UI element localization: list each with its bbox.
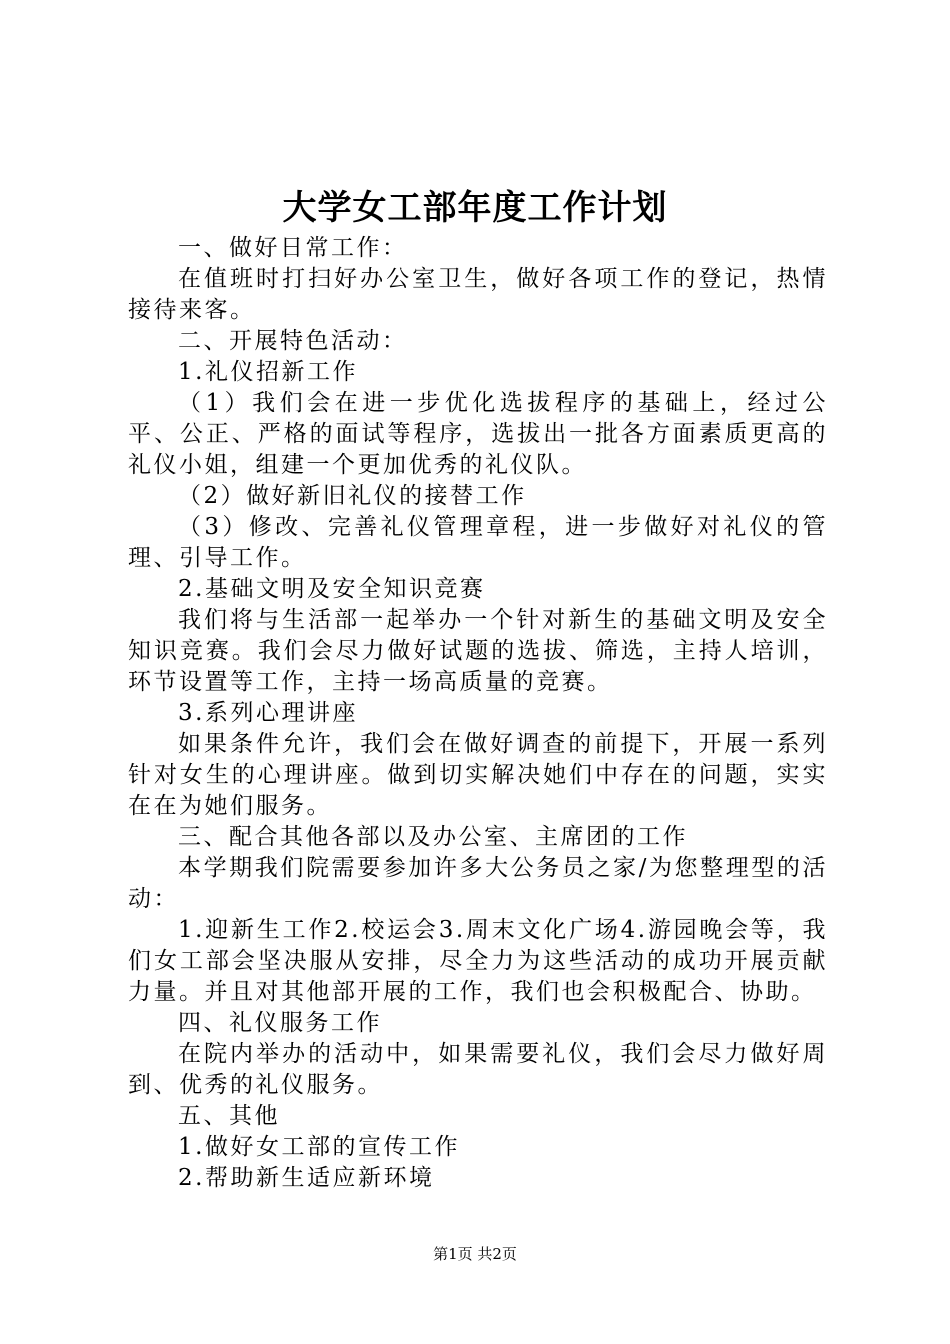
body-paragraph: 在值班时打扫好办公室卫生，做好各项工作的登记，热情接待来客。 [128,266,828,323]
section-heading-3: 三、配合其他各部以及办公室、主席团的工作 [178,824,688,850]
subheading: 1.礼仪招新工作 [178,359,358,385]
section-heading-4: 四、礼仪服务工作 [178,1010,382,1036]
list-item: 1.做好女工部的宣传工作 [178,1134,460,1160]
body-paragraph: 在院内举办的活动中，如果需要礼仪，我们会尽力做好周到、优秀的礼仪服务。 [128,1041,828,1098]
body-paragraph: 本学期我们院需要参加许多大公务员之家/为您整理型的活动： [128,855,828,912]
body-paragraph: （1）我们会在进一步优化选拔程序的基础上，经过公平、公正、严格的面试等程序，选拔出一批各方面素质更高的礼仪小姐，组建一个更加优秀的礼仪队。 [128,390,828,478]
body-paragraph: 1.迎新生工作2.校运会3.周末文化广场4.游园晚会等，我们女工部会坚决服从安排，尽全力为这些活动的成功开展贡献力量。并且对其他部开展的工作，我们也会积极配合、协助。 [128,917,828,1005]
document-body [128,233,828,1194]
section-heading-1: 一、做好日常工作： [178,235,408,261]
body-paragraph: （2）做好新旧礼仪的接替工作 [178,483,527,509]
body-paragraph: （3）修改、完善礼仪管理章程，进一步做好对礼仪的管理、引导工作。 [128,514,828,571]
body-paragraph: 我们将与生活部一起举办一个针对新生的基础文明及安全知识竞赛。我们会尽力做好试题的选拔、筛选，主持人培训，环节设置等工作，主持一场高质量的竞赛。 [128,607,828,695]
subheading: 2.基础文明及安全知识竞赛 [178,576,486,602]
section-heading-2: 二、开展特色活动： [178,328,408,354]
subheading: 3.系列心理讲座 [178,700,358,726]
section-heading-5: 五、其他 [178,1103,280,1129]
document-title: 大学女工部年度工作计划 [282,188,668,228]
page-number-footer: 第1页 共2页 [433,1245,517,1263]
list-item: 2.帮助新生适应新环境 [178,1165,435,1191]
body-paragraph: 如果条件允许，我们会在做好调查的前提下，开展一系列针对女生的心理讲座。做到切实解决她们中存在的问题，实实在在为她们服务。 [128,731,828,819]
